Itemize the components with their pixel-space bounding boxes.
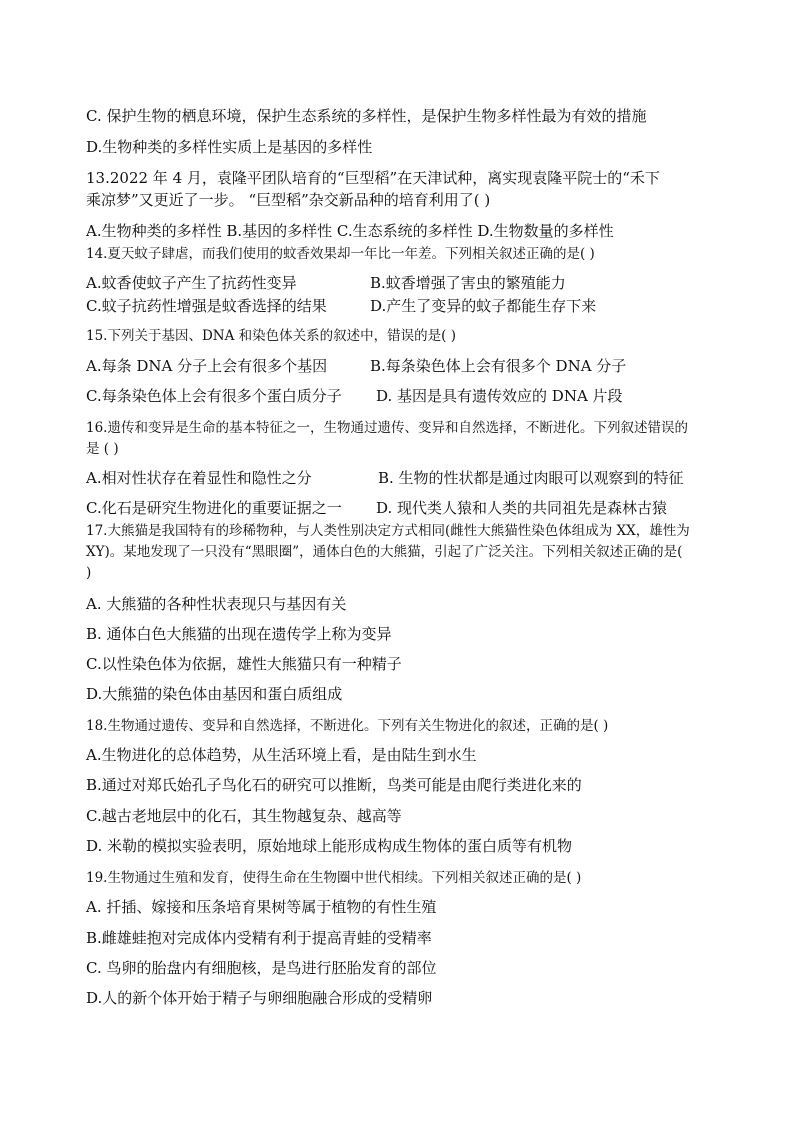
q12-option-c: C. 保护生物的栖息环境，保护生态系统的多样性，是保护生物多样性最为有效的措施 [86,107,647,125]
q16-option-c: C.化石是研究生物进化的重要证据之一 [86,499,342,517]
q17-stem-line1: 17.大熊猫是我国特有的珍稀物种，与人类性别决定方式相同(雌性大熊猫性染色体组成为 XX，雄性为 [86,523,690,539]
q15-option-b: B.每条染色体上会有很多个 DNA 分子 [370,357,627,375]
q18-stem: 18.生物通过遗传、变异和自然选择，不断进化。下列有关生物进化的叙述，正确的是( ) [86,718,609,734]
q18-option-c: C.越古老地层中的化石，其生物越复杂、越高等 [86,807,402,825]
q17-option-c: C.以性染色体为依据，雄性大熊猫只有一种精子 [86,655,402,673]
q19-option-a: A. 扦插、嫁接和压条培育果树等属于植物的有性生殖 [86,898,437,916]
q14-option-c: C.蚊子抗药性增强是蚊香选择的结果 [86,297,327,315]
q15-options-row1 [86,356,733,376]
q13-stem-line1: 13.2022 年 4 月，袁隆平团队培育的“巨型稻”在天津试种，离实现袁隆平院士的“禾下 [86,169,660,187]
q14-option-a: A.蚊香使蚊子产生了抗药性变异 [86,274,297,292]
q16-option-a: A.相对性状存在着显性和隐性之分 [86,469,312,487]
q14-option-b: B.蚊香增强了害虫的繁殖能力 [370,274,566,292]
q16-stem-line1: 16.遗传和变异是生命的基本特征之一，生物通过遗传、变异和自然选择，不断进化。下列叙述错误的 [86,420,688,436]
q19-option-d: D.人的新个体开始于精子与卵细胞融合形成的受精卵 [86,989,433,1007]
q19-option-b: B.雌雄蛙抱对完成体内受精有利于提高青蛙的受精率 [86,929,432,947]
q14-options-row1 [86,273,733,293]
q13-stem-line2: 乘凉梦”又更近了一步。 “巨型稻”杂交新品种的培育利用了( ) [86,191,491,209]
q17-option-a: A. 大熊猫的各种性状表现只与基因有关 [86,595,347,613]
q16-stem-line2: 是 ( ) [86,441,119,457]
q18-option-b: B.通过对郑氏始孔子鸟化石的研究可以推断，鸟类可能是由爬行类进化来的 [86,776,582,794]
q13-options: A.生物种类的多样性 B.基因的多样性 C.生态系统的多样性 D.生物数量的多样性 [86,222,614,240]
q16-options-row2 [86,498,733,518]
q14-options-row2 [86,296,733,316]
q19-stem: 19.生物通过生殖和发育，使得生命在生物圈中世代相续。下列相关叙述正确的是( ) [86,870,582,886]
q16-options-row1 [86,468,733,488]
q15-stem: 15.下列关于基因、DNA 和染色体关系的叙述中，错误的是( ) [86,328,456,344]
q14-option-d: D.产生了变异的蚊子都能生存下来 [370,297,597,315]
q15-option-c: C.每条染色体上会有很多个蛋白质分子 [86,387,342,405]
q18-option-a: A.生物进化的总体趋势，从生活环境上看，是由陆生到水生 [86,746,477,764]
q16-option-d: D. 现代类人猿和人类的共同祖先是森林古猿 [376,499,668,517]
q17-stem-line2: XY)。某地发现了一只没有“黑眼圈”，通体白色的大熊猫，引起了广泛关注。下列相关叙述正确的是( [86,544,683,560]
q18-option-d: D. 米勒的模拟实验表明，原始地球上能形成构成生物体的蛋白质等有机物 [86,837,573,855]
q15-option-d: D. 基因是具有遗传效应的 DNA 片段 [376,387,623,405]
q17-stem-line3: ) [86,565,92,581]
q19-option-c: C. 鸟卵的胎盘内有细胞核，是鸟进行胚胎发育的部位 [86,959,437,977]
q15-options-row2 [86,386,733,406]
q12-option-d: D.生物种类的多样性实质上是基因的多样性 [86,138,373,156]
q17-option-b: B. 通体白色大熊猫的出现在遗传学上称为变异 [86,625,392,643]
q15-option-a: A.每条 DNA 分子上会有很多个基因 [86,357,328,375]
q17-option-d: D.大熊猫的染色体由基因和蛋白质组成 [86,685,343,703]
q16-option-b: B. 生物的性状都是通过肉眼可以观察到的特征 [378,469,684,487]
q14-stem: 14.夏天蚊子肆虐，而我们使用的蚊香效果却一年比一年差。下列相关叙述正确的是( ) [86,246,595,262]
